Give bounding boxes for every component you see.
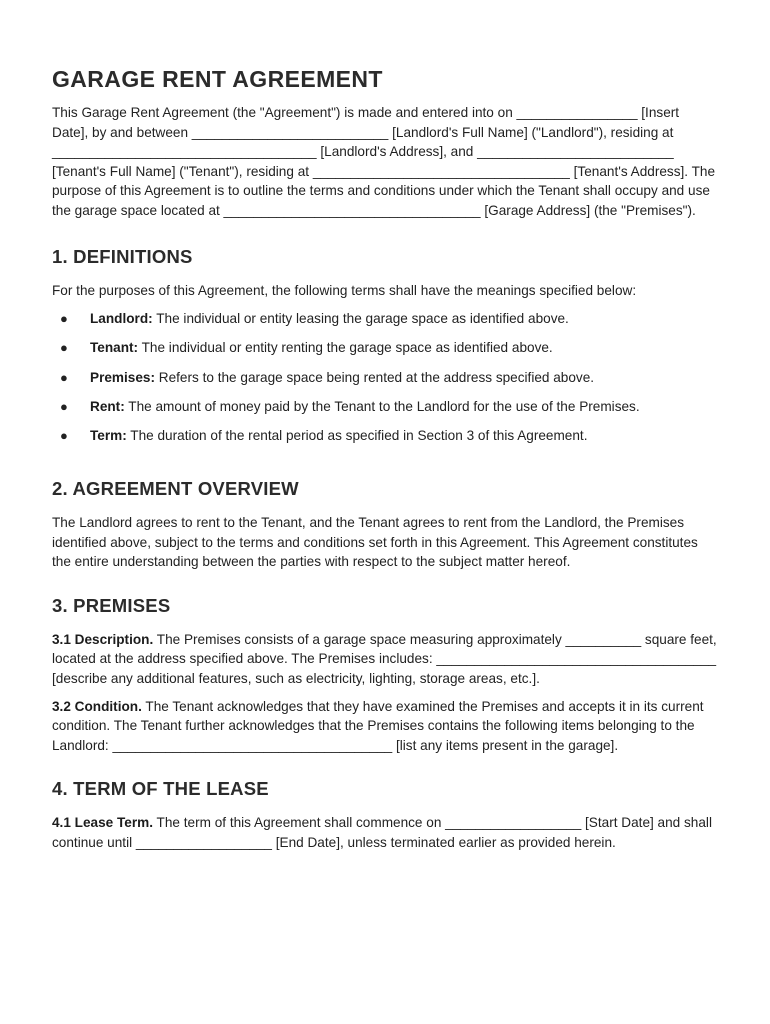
clause-text: The term of this Agreement shall commence on __________________ [Start Date] and shall continue until __________________ [End Date], unless terminated earlier as provided herein. — [52, 815, 712, 851]
definitions-list — [52, 309, 718, 455]
section-heading-term: 4. TERM OF THE LEASE — [52, 778, 269, 800]
lease-term-paragraph — [52, 813, 718, 852]
list-item — [52, 368, 718, 397]
definition-term: Premises: — [90, 369, 155, 385]
bullet-icon: ● — [60, 398, 68, 414]
list-item — [52, 397, 718, 426]
clause-text: The Premises consists of a garage space measuring approximately __________ square feet, located at the address specified above. The Premises includes: _____________________________________ [describe any additional features, such as electricity, lighting, storage areas, etc.]. — [52, 631, 717, 687]
document-title: GARAGE RENT AGREEMENT — [52, 66, 383, 92]
clause-label: 3.2 Condition. — [52, 698, 142, 714]
definition-term: Tenant: — [90, 340, 139, 356]
bullet-icon: ● — [60, 311, 68, 327]
definition-text: The individual or entity renting the garage space as identified above. — [138, 340, 553, 356]
condition-paragraph — [52, 697, 718, 756]
list-item — [52, 338, 718, 367]
definition-text: The individual or entity leasing the garage space as identified above. — [152, 311, 569, 327]
definitions-lead: For the purposes of this Agreement, the following terms shall have the meanings specified below: — [52, 282, 637, 298]
definition-text: Refers to the garage space being rented at the address specified above. — [155, 369, 595, 385]
bullet-icon: ● — [60, 369, 68, 385]
bullet-icon: ● — [60, 340, 68, 356]
clause-label: 3.1 Description. — [52, 631, 154, 647]
definition-text: The amount of money paid by the Tenant to the Landlord for the use of the Premises. — [124, 398, 640, 414]
definition-term: Rent: — [90, 398, 125, 414]
list-item — [52, 309, 718, 338]
overview-paragraph: The Landlord agrees to rent to the Tenant, and the Tenant agrees to rent from the Landlord, the Premises identified above, subject to the terms and conditions set forth in this Agreement. This Agreement constitutes the entire understanding between the parties with respect to the subject matter hereof. — [52, 515, 698, 570]
clause-text: The Tenant acknowledges that they have examined the Premises and accepts it in its current condition. The Tenant further acknowledges that the Premises contains the following items belonging to the Landlord: _____________________________________ [list any items present in the garage]. — [52, 698, 704, 753]
clause-label: 4.1 Lease Term. — [52, 815, 154, 831]
bullet-icon: ● — [60, 427, 68, 443]
description-paragraph — [52, 630, 718, 689]
section-heading-definitions: 1. DEFINITIONS — [52, 245, 193, 267]
intro-paragraph: This Garage Rent Agreement (the "Agreement") is made and entered into on ________________ [Insert Date], by and between __________________________ [Landlord's Full Name] ("Landlord"), residing at ___________________________________ [Landlord's Address], and __________________________ [Tenant's Full Name] ("Tenant"), residing at __________________________________ [Tenant's Address]. The purpose of this Agreement is to outline the terms and conditions under which the Tenant shall occupy and use the garage space located at __________________________________ [Garage Address] (the "Premises"). — [52, 105, 716, 218]
list-item — [52, 426, 718, 455]
definition-term: Term: — [90, 427, 127, 443]
section-heading-premises: 3. PREMISES — [52, 594, 171, 616]
definition-term: Landlord: — [90, 311, 153, 327]
section-heading-overview: 2. AGREEMENT OVERVIEW — [52, 478, 299, 500]
definition-text: The duration of the rental period as specified in Section 3 of this Agreement. — [126, 427, 588, 443]
